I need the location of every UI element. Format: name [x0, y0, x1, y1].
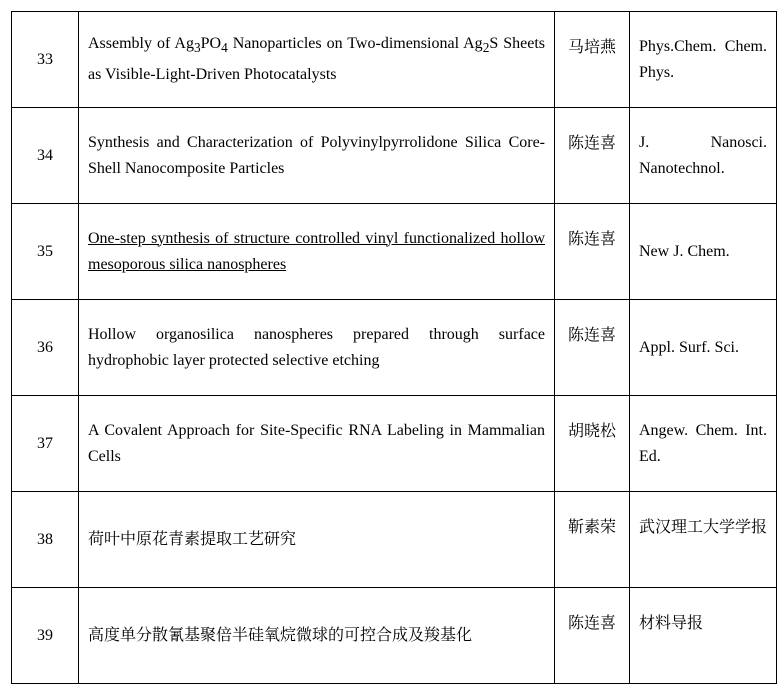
row-number: 33 — [12, 12, 79, 108]
table-row — [12, 108, 777, 204]
paper-title: Assembly of $Ag_3PO_4$ Nanoparticles on Two-dimensional $Ag_2S$ Sheets as Visible-Light-Driven Photocatalysts — [79, 12, 555, 108]
author-name: 陈连喜 — [555, 300, 630, 396]
journal-name: Appl. Surf. Sci. — [630, 300, 777, 396]
paper-title: Hollow organosilica nanospheres prepared through surface hydrophobic layer protected selective etching — [79, 300, 555, 396]
row-number: 39 — [12, 588, 79, 684]
journal-name: Angew. Chem. Int. Ed. — [630, 396, 777, 492]
table-row — [12, 588, 777, 684]
paper-title: One-step synthesis of structure controlled vinyl functionalized hollow mesoporous silica nanospheres — [79, 204, 555, 300]
paper-title: 荷叶中原花青素提取工艺研究 — [79, 492, 555, 588]
publication-table — [11, 11, 777, 684]
table-row — [12, 492, 777, 588]
author-name: 胡晓松 — [555, 396, 630, 492]
author-name: 陈连喜 — [555, 204, 630, 300]
row-number: 38 — [12, 492, 79, 588]
table-row — [12, 300, 777, 396]
paper-title: A Covalent Approach for Site-Specific RNA Labeling in Mammalian Cells — [79, 396, 555, 492]
row-number: 36 — [12, 300, 79, 396]
author-name: 陈连喜 — [555, 588, 630, 684]
journal-name: J. Nanosci. Nanotechnol. — [630, 108, 777, 204]
journal-name: Phys.Chem. Chem. Phys. — [630, 12, 777, 108]
author-name: 马培燕 — [555, 12, 630, 108]
author-name: 陈连喜 — [555, 108, 630, 204]
row-number: 35 — [12, 204, 79, 300]
journal-name: 材料导报 — [630, 588, 777, 684]
table-row — [12, 396, 777, 492]
table-row — [12, 12, 777, 108]
journal-name: 武汉理工大学学报 — [630, 492, 777, 588]
paper-title: Synthesis and Characterization of Polyvinylpyrrolidone Silica Core-Shell Nanocomposite Particles — [79, 108, 555, 204]
row-number: 37 — [12, 396, 79, 492]
journal-name: New J. Chem. — [630, 204, 777, 300]
paper-title: 高度单分散氰基聚倍半硅氧烷微球的可控合成及羧基化 — [79, 588, 555, 684]
row-number: 34 — [12, 108, 79, 204]
table-row — [12, 204, 777, 300]
author-name: 靳素荣 — [555, 492, 630, 588]
